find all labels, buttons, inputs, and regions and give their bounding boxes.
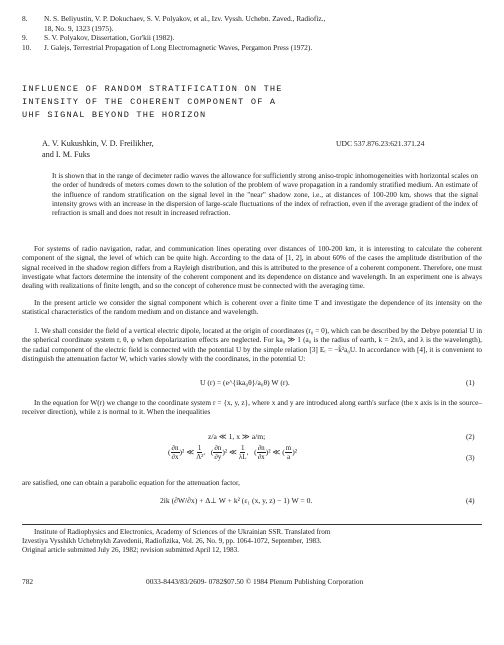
equation-number: (3) bbox=[466, 453, 475, 462]
footnote-rule bbox=[22, 524, 482, 525]
udc-code: UDC 537.876.23:621.371.24 bbox=[336, 139, 425, 148]
reference-item: 10. J. Galejs, Terrestrial Propagation of Long Electromagnetic Waves, Pergamon Press (1972). bbox=[22, 42, 313, 52]
paragraph-coordinates: In the equation for W(r) we change to the coordinate system r = {x, y, z}, where x and y are introduced along earth's surface (the x axis is in the source–receiver direction), while z is normal to it. When the inequalities bbox=[22, 398, 482, 417]
equation-number: (4) bbox=[466, 496, 475, 505]
footnote: Institute of Radiophysics and Electronics, Academy of Sciences of the Ukrainian SSR. Translated from Izvestiya Vysshikh Uchebnykh Zavedenii, Radiofizika, Vol. 26, No. 9, pp. 1064-1072, September, 1983. Original article submitted July 26, 1982; revision submitted April 12, 1983. bbox=[22, 528, 331, 555]
article-authors: A. V. Kukushkin, V. D. Freilikher, and I. M. Fuks bbox=[42, 139, 154, 159]
equation-3: ( $\frac{\partial n}{\partial x}$ )² ≪ $\frac{1}{\text{Λ²}}$ , ( $\frac{\partial n}{\partial y}$ )² ≪ $\frac{1}{\lambda L}$ , ( $\frac{\partial n}{\partial x}$ )² ≪ ( $\frac{m}{a}$ )² bbox=[168, 444, 298, 461]
equation-1: U (r) = (e^{ika₀θ}/a₀θ) W (r). bbox=[200, 378, 290, 387]
reference-item: 18, No. 9, 1323 (1975). bbox=[44, 23, 114, 33]
paragraph-parabolic: are satisfied, one can obtain a parabolic equation for the attenuation factor, bbox=[22, 478, 240, 487]
equation-2: z/a ≪ 1, x ≫ a/m; bbox=[208, 432, 266, 441]
article-title: INFLUENCE OF RANDOM STRATIFICATION ON THE INTENSITY OF THE COHERENT COMPONENT OF A UHF SIGNAL BEYOND THE HORIZON bbox=[22, 84, 283, 120]
copyright-line: 0033-8443/83/2609- 0782$07.50 © 1984 Plenum Publishing Corporation bbox=[146, 577, 364, 586]
reference-item: 8. N. S. Beliyustin, V. P. Dokuchaev, S. V. Polyakov, et al., Izv. Vyssh. Uchebn. Zaved., Radiofiz., bbox=[22, 14, 326, 23]
reference-list bbox=[22, 14, 325, 52]
equation-4: 2ik (∂W/∂x) + Δ⊥ W + k² (ε₁ (x, y, z) − 1) W = 0. bbox=[160, 496, 313, 505]
abstract: It is shown that in the range of decimeter radio waves the allowance for sufficiently strong aniso-tropic inhomogeneities with horizontal scales on the order of hundreds of meters comes down to the solution of the problem of wave propagation in a randomly stratified medium. An estimate of the influence of random stratification on the signal level in the "near" shadow zone, i.e., at distances of 100-200 km, shows that the signal intensity grows with an increase in the dispersion of large-scale fluctuations of the index of refraction, even if the average gradient of the index of refraction is small and does not result in increased refraction. bbox=[52, 171, 478, 218]
paragraph-setup: 1. We shall consider the field of a vertical electric dipole, located at the origin of coordinates (r₀ = 0), which can be described by the Debye potential U in the spherical coordinate system r, θ, φ when depolarization effects are neglected. For ka₀ ≫ 1 (a₀ is the radius of earth, k = 2π/λ, and λ is the wavelength), the radial component of the electric field is connected with the potential U by the simple relation [3] Eᵣ = −k̃²a₀U. In accordance with [4], it is convenient to distinguish the attenuation factor W, which varies slowly with the coordinates, in the potential U: bbox=[22, 326, 482, 363]
page-number: 782 bbox=[22, 577, 34, 586]
paragraph-intro: For systems of radio navigation, radar, and communication lines operating over distances of 100-200 km, it is interesting to calculate the coherent component of the signal, the level of which can be quite high. According to the data of [1, 2], in about 60% of the cases the amplitude distribution of the signal received in the shadow region differs from a Rayleigh distribution, and this is attributed to the presence of a coherent component. Therefore, one must investigate what factors determine the intensity of the coherent component and its dependence on distance and wavelength. In an experiment one is always dealing with realizations of finite length, and so the concept of coherence must be connected with the averaging time. bbox=[22, 244, 482, 291]
equation-number: (2) bbox=[466, 432, 475, 441]
equation-number: (1) bbox=[466, 378, 475, 387]
paragraph-scope: In the present article we consider the signal component which is coherent over a finite time T and investigate the dependence of its intensity on the statistical characteristics of the random medium and on distance and wavelength. bbox=[22, 298, 482, 317]
reference-item: 9. S. V. Polyakov, Dissertation, Gor'kii (1982). bbox=[22, 33, 175, 43]
